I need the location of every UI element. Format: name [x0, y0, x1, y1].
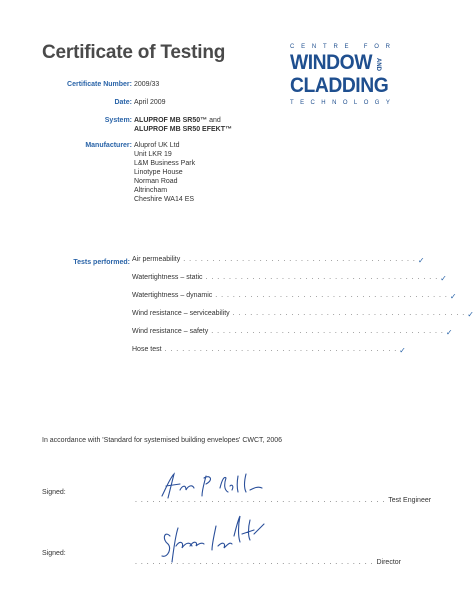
manufacturer-row: [85, 141, 196, 204]
list-item: Wind resistance – safety . . . . . . . . . . . . . . . . . . . . . . . . . . . . . . . . . . . . . . . . ✓: [132, 328, 453, 337]
date-label: Date:: [114, 99, 132, 106]
director-label: Director: [376, 559, 401, 566]
date-value: April 2009: [134, 99, 166, 106]
logo-bottom-text: T E C H N O L O G Y: [290, 100, 390, 106]
certificate-title: Certificate of Testing: [42, 42, 226, 63]
signature-line-2: . . . . . . . . . . . . . . . . . . . . . . . . . . . . . . . . . . . . . . . . . Director: [135, 559, 401, 566]
cwct-logo: [290, 44, 390, 106]
system-row: System: ALUPROF MB SR50™ and ALUPROF MB SR50 EFEKT™: [134, 116, 232, 134]
list-item: Wind resistance – serviceability . . . . . . . . . . . . . . . . . . . . . . . . . . . . . . . . . . . . . . . . ✓: [132, 310, 474, 319]
tests-list: [132, 256, 474, 364]
manufacturer-address: Aluprof UK Ltd Unit LKR 19 L&M Business Park Linotype House Norman Road Altrincham Cheshire WA14 ES: [134, 142, 196, 203]
logo-top-text: C E N T R E F O R: [290, 44, 390, 50]
accordance-statement: In accordance with 'Standard for systemised building envelopes' CWCT, 2006: [42, 437, 283, 444]
signed-label-1: Signed:: [42, 489, 66, 496]
system-label: System:: [104, 117, 132, 124]
test-engineer-label: Test Engineer: [388, 497, 432, 504]
check-icon: ✓: [399, 346, 406, 355]
list-item: Air permeability . . . . . . . . . . . . . . . . . . . . . . . . . . . . . . . . . . . . . . . . ✓: [132, 256, 425, 265]
logo-word-window: WINDOW: [290, 51, 373, 74]
signature-director: [150, 506, 280, 564]
signed-label-2: Signed:: [42, 550, 66, 557]
manufacturer-label: Manufacturer:: [85, 142, 132, 149]
logo-word-cladding: CLADDING: [290, 74, 389, 97]
certificate-number-row: [67, 80, 160, 89]
list-item: Hose test . . . . . . . . . . . . . . . . . . . . . . . . . . . . . . . . . . . . . . . . ✓: [132, 346, 406, 355]
check-icon: ✓: [445, 328, 453, 337]
date-row: [114, 98, 166, 107]
tests-performed-label: Tests performed:: [73, 259, 130, 266]
logo-word-and: AND: [375, 57, 382, 71]
certificate-number-value: 2009/33: [134, 81, 160, 88]
check-icon: ✓: [449, 292, 457, 301]
list-item: Watertightness – static . . . . . . . . . . . . . . . . . . . . . . . . . . . . . . . . . . . . . . . . ✓: [132, 274, 447, 283]
system-line1: ALUPROF MB SR50™: [134, 117, 208, 124]
check-icon: ✓: [440, 274, 447, 283]
check-icon: ✓: [467, 310, 474, 319]
signature-line-1: . . . . . . . . . . . . . . . . . . . . . . . . . . . . . . . . . . . . . . . . . . . Test Engineer: [135, 497, 432, 504]
certificate-number-label: Certificate Number:: [67, 81, 132, 88]
system-line2: ALUPROF MB SR50 EFEKT™: [134, 126, 233, 133]
list-item: Watertightness – dynamic . . . . . . . . . . . . . . . . . . . . . . . . . . . . . . . . . . . . . . . . ✓: [132, 292, 457, 301]
check-icon: ✓: [417, 256, 425, 265]
